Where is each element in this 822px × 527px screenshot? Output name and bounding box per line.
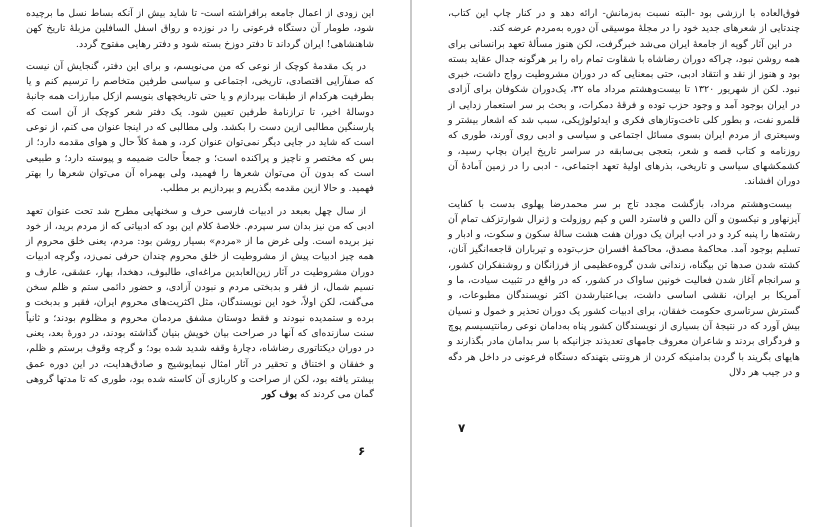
right-paragraph-3: بیست‌وهشتم مرداد، بازگشت مجدد تاج بر سر محمدرضا پهلوی بدست با کفایت آیزنهاور و نیکسون و آلن دالس و فاسترد الس و کیم روزولت و ژنرال شوارتزکف تمام آن رشته‌ها را پنبه کرد و در ادب ایران یک دوران هفت هشت سالهٔ سکون و سکوت، و ادبار و تسلیم بوجود آمد. محاکمهٔ مصدق، محاکمهٔ افسران حزب‌توده و تیرباران قاجعه‌انگیز آنان، کشته شدن صدها تن بیگناه، زندانی شدن گروه‌عظیمی از فرزانگان و روشنفکران کشور، و سرانجام آغاز شدن فعالیت خونین ساواک در کشور، که در واقع در تثبیت سیادت، ما و آمریکا بر ایران، نقشی اساسی داشت، بی‌اعتبارشدن اکثر نویسندگان مطبوعات، و گسترش سرتاسری حکومت خفقان، برای ادبیات کشور یک دوران تحذیر و خمول و نسیان بیش آورد که در نتیجهٔ آن بسیاری از نویسندگان کشور پناه به‌دامان نوعی رمانتیسیسم پوچ و فردگرای بردند و شاعران معروف جامهای تعدیذند جزانیکه با سر بدامان مادر بگذارند و هایهای بگریند با گردن بدامنیکه کردن از هرونتی بتهندکه دستگاه فرعونی در داخل هر دگه و در جیب هر دلال — [448, 198, 800, 378]
right-page-number: ۷ — [458, 421, 466, 435]
right-paragraph-2: در این آثار گویه از جامعهٔ ایران می‌شد خبرگرفت، لکن هنوز مسألهٔ تعهد برانسانی برای همه روشن نبود، چراکه دوران رضاشاه با شقاوت تمام راه را بر هرگونه جدال عقاید بسته بود و هنوز از نقد و انتقاد ادبی، حتی بمعنایی که در دوران مشروطیت رواج داشت، خبری نبود. لکن از شهریور ۱۳۲۰ تا بیست‌وهشتم مرداد ماه ۳۲، یک‌دوران شکوفان برای آزادی در ایران بوجود آمد و وجود حزب توده و فرقهٔ دمکرات، و بحث بر سر استعمار زدایی از قلمرو نفت، و بطور کلی تاخت‌وتازهای فکری و ایدئولوژیکی، سبب شد که اشعار بیشتر و وسیعتری از مردم ایران بسوی مسائل اجتماعی و سیاسی و ادبی روی آورند، طوری که روزنامه و کتاب قصه و شعر، بتعجی بی‌سابقه در سراسر تاریخ ایران بچاپ رسید، و کشمکشهای سیاسی و تاریخی، بذرهای اولیهٔ تعهد اجتماعی، - ادبی را در زمین آمادهٔ آن دوران افشاند. — [448, 38, 800, 188]
left-paragraph-3 — [26, 204, 374, 403]
left-page-number: ۶ — [358, 444, 366, 458]
right-paragraph-1: فوق‌العاده با ارزشی بود -البته نسبت به‌زمانش- ارائه دهد و در کنار چاپ این کتاب، چندتایی از شعرهای جدید خود را در مجلهٔ موسیقی آن دوره به‌مردم عرضه کند. — [448, 8, 800, 35]
left-page — [0, 0, 410, 527]
book-title-bold: بوف کور — [261, 389, 298, 401]
left-paragraph-2: در یک مقدمهٔ کوچک از نوعی که من می‌نویسم، و برای این دفتر، گنجایش آن نیست که صفآرایی اقتصادی، تاریخی، اجتماعی و سیاسی طرفین متخاصم را ترسیم کنم و یا بطرفیت هرکدام از طبقات بپردازم و یا حتی تاریخچهای بنویسم ازکل مبارزات همه جانبهٔ دوسالهٔ اخیر، تا ترازنامهٔ طرفین تعیین شود. یک دفتر شعر کوچک از آن است که پارسنگین مطالبی ازین دست را بکشد. ولی مطالبی که در اینجا عنوان می کنم، از نوعی است که شاید در جایی دیگر نمی‌توان عنوان کرد، و همهٔ کلاً حال و هوای مقدمه دارد؛ از بس که مختصر و ناچیز و پراکنده است؛ و جمعاً حالت ضمیمه و پیوسته دارد؛ و طبیعی است که بدون آن می‌توان شعرها را فهمید، ولی بهمراه آن می‌توان شعرها را بهتر فهمید. و حالا ازین مقدمه بگذریم و بپردازیم بر مطلب. — [26, 60, 374, 195]
left-paragraph-3-text: از سال چهل بعبعد در ادبیات فارسی حرف و سخنهایی مطرح شد تحت عنوان تعهد ادبی که من نیز بدان سر سپردم. خلاصهٔ کلام این بود که ادبیاتی که از مردم برید، از خود نیز بریده است. ولی غرض ما از «مردم» بسیار روشن بود: مردم، یعنی خلق محروم از همه چیز ادبیات پیش از مشروطیت از خلق محروم چندان حرفی نمی‌زد، وگرچه ادبیات دوران مشروطیت در آثار زین‌العابدین مراغه‌ای، طالبوف، دهخدا، بهار، عشقی، عارف و نسیم شمال، از فقر و بدبختی مردم و نبودن آزادی، و حضور دائمی ستم و ظلم سخن می‌گفت، لکن اولاً، خود این نویسندگان، مثل اکثریت‌های محروم ایران، فقیر و بدبخت و برده و ستمدیده نبودند و فقط دوستان مشفق مردمان محروم و مظلوم بودند؛ و ثانیاً سنت سازنده‌ای که آنها در صراحت بیان خویش بنیان گذاشته بودند، در دورهٔ بعد، یعنی در دوران دیکتاتوری رضاشاه، دچارهٔ وقفه شدید شده بود؛ و گرچه وقوف برستم و ظلم، و خفقان و اختناق و تحقیر در آثار امثال نیمایوشیج و صادق‌هدایت، در این دوره عمق بیشتر یافته بود، لکن از صراحت و کاربازی آن کاسته شده بود، طوری که تا مدتها گروهی گمان می کردند که — [26, 205, 374, 401]
right-page-text — [448, 6, 800, 380]
right-page — [412, 0, 822, 527]
left-page-text — [26, 6, 374, 402]
left-paragraph-1: این زودی از اعمال جامعه برافراشته است- تا شاید بیش از آنکه بساط نسل ما برچیده شود، طومار آن دستگاه فرعونی را در نوزده و رواق اسفل السافلین مزبلهٔ تاریخ کهن شاهنشاهی! ایران گرداند تا دفتر دوزخ بسته شود و دفتر رهایی مفتوح گردد. — [26, 8, 374, 50]
